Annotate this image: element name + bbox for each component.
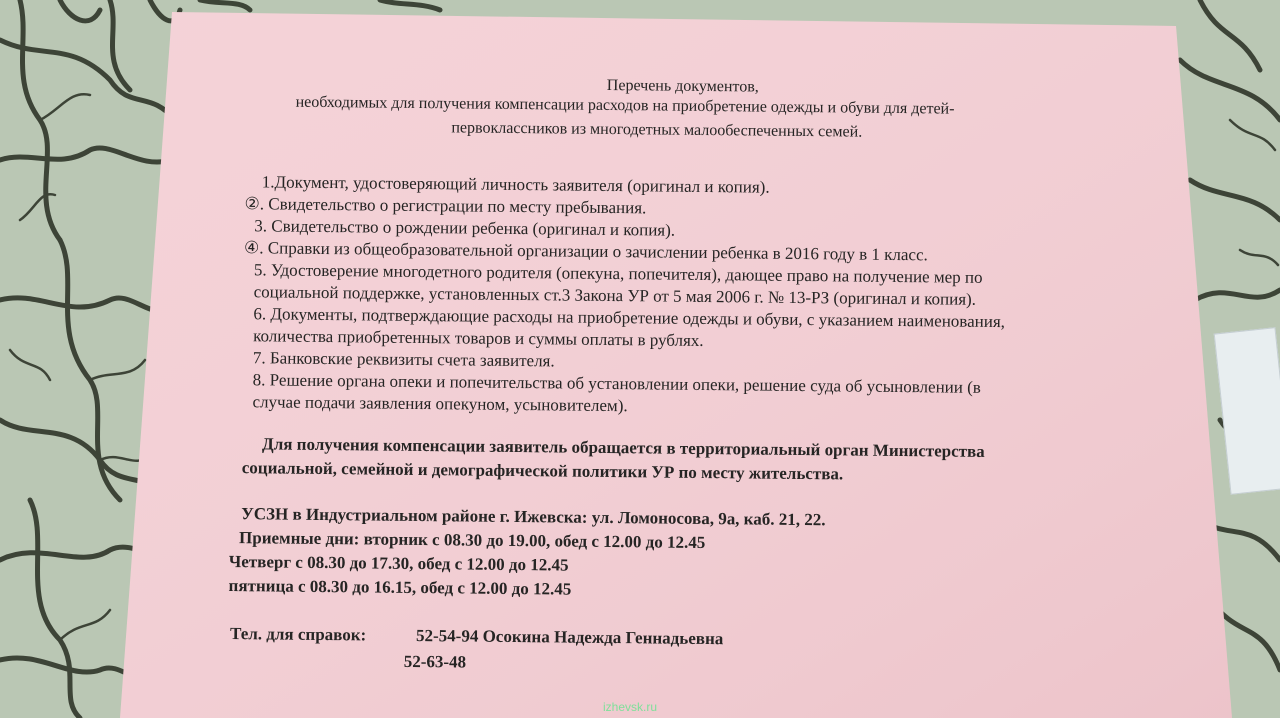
- title-line-1: Перечень документов,: [606, 76, 759, 96]
- list-item-2: ②. Свидетельство о регистрации по месту пребывания.: [244, 194, 647, 218]
- list-item-4: ④. Справки из общеобразовательной организации о зачислении ребенка в 2016 году в 1 класс.: [244, 238, 928, 265]
- list-item-7: 7. Банковские реквизиты счета заявителя.: [252, 348, 555, 371]
- title-line-2: необходимых для получения компенсации расходов на приобретение одежды и обуви для детей-: [295, 93, 955, 118]
- list-item-8-cont: случае подачи заявления опекуном, усыновителем).: [252, 392, 628, 416]
- list-item-3: 3. Свидетельство о рождении ребенка (оригинал и копия).: [254, 216, 676, 240]
- list-item-6: 6. Документы, подтверждающие расходы на приобретение одежды и обуви, с указанием наименования,: [253, 304, 1006, 332]
- notice-line-2: социальной, семейной и демографической политики УР по месту жительства.: [241, 458, 844, 484]
- list-item-1: 1.Документ, удостоверяющий личность заявителя (оригинал и копия).: [261, 172, 770, 197]
- contacts-phone-2: 52-63-48: [403, 651, 467, 672]
- list-item-8: 8. Решение органа опеки и попечительства об установлении опеки, решение суда об усыновлении (в: [252, 370, 981, 397]
- office-hours-friday: пятница с 08.30 до 16.15, обед с 12.00 до 12.45: [228, 576, 572, 599]
- list-item-5-cont: социальной поддержке, установленных ст.3 Закона УР от 5 мая 2006 г. № 13-РЗ (оригинал и копия).: [253, 282, 977, 309]
- list-item-5: 5. Удостоверение многодетного родителя (опекуна, попечителя), дающее право на получение мер по: [253, 260, 983, 287]
- office-hours-thursday: Четверг с 08.30 до 17.30, обед с 12.00 до 12.45: [228, 552, 569, 575]
- office-hours-tuesday: Приемные дни: вторник с 08.30 до 19.00, обед с 12.00 до 12.45: [238, 528, 706, 553]
- site-watermark: izhevsk.ru: [603, 700, 658, 714]
- contacts-phone-1: 52-54-94 Осокина Надежда Геннадьевна: [415, 625, 724, 649]
- notice-line-1: Для получения компенсации заявитель обращается в территориальный орган Министерства: [261, 434, 985, 461]
- list-item-6-cont: количества приобретенных товаров и суммы оплаты в рублях.: [253, 326, 704, 350]
- office-address: УСЗН в Индустриальном районе г. Ижевска: ул. Ломоносова, 9а, каб. 21, 22.: [241, 504, 826, 530]
- title-line-3: первоклассников из многодетных малообеспеченных семей.: [451, 119, 863, 141]
- contacts-label: Тел. для справок:: [229, 624, 367, 645]
